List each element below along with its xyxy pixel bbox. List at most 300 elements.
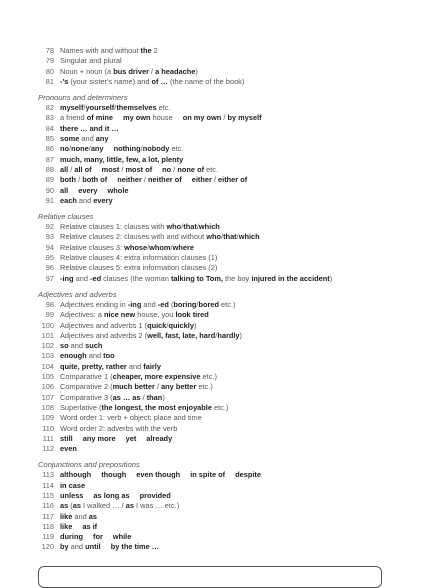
title-text: Relative clauses 4: extra information clauses (1) (60, 253, 218, 263)
title-text: etc.) (219, 299, 236, 309)
key-term: even (60, 444, 77, 454)
unit-number: 101 (41, 330, 54, 340)
title-text: / (171, 164, 178, 174)
unit-entry[interactable] (38, 67, 418, 77)
key-term: -ed (90, 273, 102, 283)
unit-title (60, 512, 97, 522)
unit-title (60, 522, 97, 532)
unit-entry[interactable] (38, 232, 418, 242)
key-term: where (172, 242, 194, 252)
key-term: by myself (227, 113, 262, 123)
unit-number: 83 (45, 113, 54, 123)
unit-title (60, 243, 194, 253)
key-term: than (146, 392, 163, 402)
key-term: quite, pretty, rather (60, 361, 127, 371)
unit-entry[interactable] (38, 501, 418, 511)
title-text: / (196, 299, 199, 309)
unit-entry[interactable] (38, 331, 418, 341)
unit-entry[interactable] (38, 222, 418, 232)
unit-title (60, 263, 217, 273)
unit-entry[interactable] (38, 56, 418, 66)
key-term: enough (60, 351, 87, 361)
unit-title (60, 413, 202, 423)
unit-title (60, 331, 242, 341)
key-term: bus driver (113, 66, 149, 76)
unit-entry[interactable] (38, 310, 418, 320)
unit-entry[interactable] (38, 321, 418, 331)
title-text: Relative clauses 5: extra information clauses (2) (60, 263, 218, 273)
key-term: either (191, 175, 212, 185)
key-term: during (60, 532, 83, 542)
title-text: ) (193, 320, 197, 330)
title-text: and (68, 542, 86, 552)
unit-entry[interactable] (38, 274, 418, 284)
key-term: still (60, 433, 73, 443)
unit-title (60, 253, 217, 263)
unit-title (60, 300, 235, 310)
key-term: much, many, little, few, a lot, plenty (60, 154, 184, 164)
key-term: none (71, 144, 89, 154)
title-text: Singular and plural (60, 56, 122, 66)
unit-number: 118 (42, 521, 54, 531)
unit-title (60, 46, 158, 56)
key-term: as if (82, 521, 98, 531)
key-term: provided (139, 490, 171, 500)
key-term: on my own (182, 113, 222, 123)
unit-number: 99 (45, 310, 54, 320)
key-term: both (60, 175, 77, 185)
title-text: / (170, 242, 173, 252)
title-text: and (126, 361, 144, 371)
key-term: themselves (116, 103, 157, 113)
unit-number: 104 (41, 361, 54, 371)
unit-title (60, 175, 247, 185)
unit-number: 106 (41, 382, 54, 392)
title-text: clauses (the woman (101, 273, 171, 283)
unit-entry[interactable] (38, 470, 418, 480)
key-term: neither (117, 175, 142, 185)
title-text: Comparative 2 ( (60, 382, 113, 392)
key-term: each (60, 195, 77, 205)
unit-number: 89 (45, 175, 54, 185)
key-term: which (238, 232, 260, 242)
unit-number: 95 (45, 253, 54, 263)
key-term: most (101, 164, 120, 174)
key-term: the (140, 46, 152, 55)
title-text: a friend (60, 113, 87, 123)
unit-entry[interactable] (38, 77, 418, 87)
title-text: / (114, 103, 117, 113)
key-term: of … (151, 76, 168, 86)
key-term: either of (218, 175, 248, 185)
key-term: all of (74, 164, 92, 174)
key-term: while (112, 532, 132, 542)
title-text: (the name of the book) (167, 76, 245, 86)
key-term: as (88, 511, 98, 521)
title-text: Comparative 3 ( (60, 392, 113, 402)
title-text: ) (195, 66, 198, 76)
unit-title (60, 186, 129, 196)
key-term: neither of (148, 175, 182, 185)
title-text: Names with and without (60, 46, 141, 55)
title-text: ) (162, 392, 165, 402)
title-text: / (148, 66, 156, 76)
title-text: and (76, 195, 94, 205)
title-text: / (119, 164, 126, 174)
unit-number: 109 (41, 413, 54, 423)
key-term: that (183, 222, 197, 232)
title-text: / (196, 222, 199, 232)
unit-title (60, 310, 209, 320)
unit-number: 87 (45, 154, 54, 164)
section-heading: Pronouns and determiners (38, 93, 128, 103)
unit-entry[interactable] (38, 186, 418, 196)
key-term: by (60, 542, 69, 552)
unit-title (60, 222, 220, 232)
key-term: until (85, 542, 101, 552)
unit-number: 112 (42, 444, 54, 454)
title-text: / (69, 144, 72, 154)
key-term: fairly (143, 361, 161, 371)
title-text: and (79, 134, 96, 144)
unit-entry[interactable] (38, 403, 418, 413)
title-text: / (221, 113, 228, 123)
unit-entry[interactable] (38, 175, 418, 185)
unit-entry[interactable] (38, 542, 418, 552)
unit-title (60, 501, 179, 511)
title-text: and (68, 341, 86, 351)
unit-number: 120 (41, 542, 54, 552)
unit-title (60, 362, 161, 372)
unit-number: 96 (45, 263, 54, 273)
key-term: the longest, the most enjoyable (101, 402, 212, 412)
title-text: etc. (156, 103, 171, 113)
unit-number: 85 (45, 134, 54, 144)
title-text: house, you (135, 310, 176, 320)
unit-number: 108 (41, 402, 54, 412)
title-text: / (166, 320, 169, 330)
key-term: as … as (112, 392, 141, 402)
title-text: I walked … / (80, 501, 126, 511)
unit-entry[interactable] (38, 522, 418, 532)
title-text: etc.) (211, 402, 229, 412)
unit-entry[interactable] (38, 124, 418, 134)
key-term: of mine (86, 113, 113, 123)
title-text: ( (168, 299, 174, 309)
key-term: yourself (85, 103, 115, 113)
title-text: ( (68, 501, 73, 511)
unit-entry[interactable] (38, 113, 418, 123)
key-term: like (60, 511, 73, 521)
key-term: any better (161, 382, 197, 392)
unit-number: 110 (42, 423, 54, 433)
title-text: Word order 1: verb + object; place and time (60, 413, 202, 423)
unit-title (60, 321, 196, 331)
key-term: that (223, 232, 237, 242)
unit-entry[interactable] (38, 165, 418, 175)
key-term: for (93, 532, 103, 542)
key-term: injured in the accident (251, 273, 330, 283)
unit-entry[interactable] (38, 243, 418, 253)
unit-entry[interactable] (38, 413, 418, 423)
unit-entry[interactable] (38, 155, 418, 165)
key-term: look tired (175, 310, 209, 320)
title-text: and (72, 511, 89, 521)
key-term: too (103, 351, 115, 361)
unit-number: 92 (45, 222, 54, 232)
unit-title (60, 232, 260, 242)
unit-title (60, 481, 85, 491)
key-term: all (60, 185, 69, 195)
key-term: although (60, 470, 92, 480)
key-term: a headache (155, 66, 196, 76)
title-text: / (140, 392, 147, 402)
key-term: -ed (157, 299, 169, 309)
unit-title (60, 103, 171, 113)
key-term: nice new (103, 310, 136, 320)
unit-title (60, 403, 228, 413)
key-term: bored (198, 299, 219, 309)
title-text: / (140, 144, 143, 154)
unit-title (60, 165, 218, 175)
key-term: every (93, 195, 113, 205)
key-term: in spite of (190, 470, 226, 480)
title-text: / (147, 242, 150, 252)
title-text: Noun + noun (a (60, 66, 114, 76)
unit-title (60, 144, 183, 154)
key-term: already (146, 433, 173, 443)
footer-box (38, 566, 382, 588)
title-text: 2 (151, 46, 158, 55)
key-term: whose (124, 242, 148, 252)
key-term: even though (136, 470, 181, 480)
key-term: who (206, 232, 222, 242)
title-text: Adjectives and adverbs 2 ( (60, 330, 148, 340)
unit-entry[interactable] (38, 382, 418, 392)
key-term: boring (173, 299, 197, 309)
title-text: etc.) (196, 382, 213, 392)
unit-entry[interactable] (38, 532, 418, 542)
title-text: Adjectives ending in (60, 299, 128, 309)
title-text: / (141, 175, 149, 185)
unit-number: 79 (45, 56, 54, 66)
unit-number: 90 (45, 185, 54, 195)
unit-entry[interactable] (38, 481, 418, 491)
unit-entry[interactable] (38, 253, 418, 263)
unit-title (60, 113, 262, 123)
key-term: such (85, 341, 103, 351)
unit-entry[interactable] (38, 434, 418, 444)
unit-title (60, 196, 113, 206)
unit-entry[interactable] (38, 300, 418, 310)
key-term: quick (147, 320, 167, 330)
title-text: house (150, 113, 173, 123)
key-term: there … and it … (60, 123, 119, 133)
unit-number: 111 (42, 433, 54, 443)
title-text: Adjectives: a (60, 310, 104, 320)
title-text: / (68, 164, 75, 174)
unit-title (60, 124, 119, 134)
key-term: which (198, 222, 220, 232)
key-term: as (60, 501, 69, 511)
key-term: every (78, 185, 98, 195)
title-text: Relative clauses 2: clauses with and without (60, 232, 207, 242)
unit-entry[interactable] (38, 144, 418, 154)
key-term: none of (177, 164, 205, 174)
title-text: / (211, 175, 219, 185)
key-term: all (60, 164, 69, 174)
key-term: though (101, 470, 127, 480)
unit-title (60, 134, 109, 144)
unit-entry[interactable] (38, 424, 418, 434)
contents-list (38, 46, 418, 553)
key-term: well, fast, late, hard (147, 330, 216, 340)
unit-entry[interactable] (38, 103, 418, 113)
key-term: as (125, 501, 134, 511)
key-term: some (60, 134, 80, 144)
unit-number: 102 (41, 341, 54, 351)
key-term: both of (82, 175, 108, 185)
title-text: and (86, 351, 104, 361)
key-term: any (95, 134, 109, 144)
unit-number: 88 (45, 164, 54, 174)
title-text: I was … etc.) (134, 501, 180, 511)
unit-title (60, 542, 159, 552)
title-text: / (215, 330, 218, 340)
key-term: cheaper, more expensive (112, 372, 201, 382)
unit-entry[interactable] (38, 362, 418, 372)
key-term: as (72, 501, 81, 511)
unit-entry[interactable] (38, 512, 418, 522)
key-term: nothing (113, 144, 141, 154)
unit-title (60, 491, 171, 501)
unit-title (60, 155, 183, 165)
title-text: the boy (222, 273, 252, 283)
unit-entry[interactable] (38, 263, 418, 273)
unit-number: 86 (45, 144, 54, 154)
unit-title (60, 393, 165, 403)
title-text: ) (239, 330, 242, 340)
key-term: yet (125, 433, 137, 443)
unit-entry[interactable] (38, 491, 418, 501)
key-term: so (60, 341, 69, 351)
unit-title (60, 372, 217, 382)
key-term: nobody (142, 144, 170, 154)
section-heading: Relative clauses (38, 212, 94, 222)
unit-title (60, 56, 122, 66)
title-text: / (88, 144, 91, 154)
title-text: and (141, 299, 158, 309)
title-text: Comparative 1 ( (60, 372, 113, 382)
title-text: / (221, 232, 224, 242)
key-term: by the time … (110, 542, 160, 552)
key-term: like (60, 521, 73, 531)
unit-title (60, 424, 177, 434)
title-text: Word order 2: adverbs with the verb (60, 423, 178, 433)
key-term: much better (112, 382, 155, 392)
key-term: in case (60, 480, 86, 490)
title-text: / (236, 232, 239, 242)
unit-entry[interactable] (38, 341, 418, 351)
key-term: quickly (168, 320, 194, 330)
key-term: no (162, 164, 172, 174)
title-text: / (181, 222, 184, 232)
unit-number: 114 (42, 480, 54, 490)
title-text: / (154, 382, 162, 392)
section-heading: Conjunctions and prepositions (38, 460, 140, 470)
unit-number: 98 (45, 299, 54, 309)
unit-title (60, 77, 244, 87)
unit-entry[interactable] (38, 372, 418, 382)
section-heading: Adjectives and adverbs (38, 289, 117, 299)
unit-number: 82 (45, 103, 54, 113)
unit-entry[interactable] (38, 351, 418, 361)
unit-number: 97 (45, 273, 54, 283)
unit-entry[interactable] (38, 46, 418, 56)
unit-number: 93 (45, 232, 54, 242)
key-term: -'s (60, 76, 69, 86)
unit-number: 103 (41, 351, 54, 361)
unit-title (60, 274, 332, 284)
unit-title (60, 67, 198, 77)
unit-title (60, 470, 261, 480)
key-term: talking to Tom, (170, 273, 223, 283)
unit-number: 80 (45, 66, 54, 76)
unit-title (60, 351, 115, 361)
unit-title (60, 532, 131, 542)
unit-number: 105 (41, 372, 54, 382)
unit-number: 117 (42, 511, 54, 521)
unit-entry[interactable] (38, 134, 418, 144)
unit-number: 116 (42, 501, 54, 511)
key-term: -ing (127, 299, 142, 309)
title-text: and (73, 273, 90, 283)
key-term: myself (60, 103, 84, 113)
unit-number: 94 (45, 242, 54, 252)
key-term: my own (123, 113, 151, 123)
unit-number: 113 (42, 470, 54, 480)
unit-number: 91 (45, 195, 54, 205)
unit-number: 84 (45, 123, 54, 133)
key-term: -ing (60, 273, 74, 283)
title-text: etc.) (200, 372, 217, 382)
title-text: / (76, 175, 83, 185)
unit-number: 78 (45, 46, 54, 55)
key-term: who (166, 222, 182, 232)
unit-number: 100 (41, 320, 54, 330)
unit-number: 115 (42, 490, 54, 500)
unit-title (60, 444, 77, 454)
unit-title (60, 434, 172, 444)
unit-title (60, 382, 213, 392)
unit-title (60, 341, 102, 351)
key-term: whom (149, 242, 171, 252)
title-text: Relative clauses 1: clauses with (60, 222, 167, 232)
unit-entry[interactable] (38, 444, 418, 454)
unit-entry[interactable] (38, 196, 418, 206)
title-text: Superlative ( (60, 402, 102, 412)
title-text: Relative clauses 3: (60, 242, 125, 252)
title-text: ) (329, 273, 333, 283)
key-term: no (60, 144, 70, 154)
key-term: unless (60, 490, 84, 500)
key-term: most of (125, 164, 153, 174)
unit-entry[interactable] (38, 393, 418, 403)
unit-number: 81 (45, 76, 54, 86)
key-term: as long as (93, 490, 130, 500)
title-text: etc. (204, 164, 219, 174)
title-text: / (83, 103, 86, 113)
